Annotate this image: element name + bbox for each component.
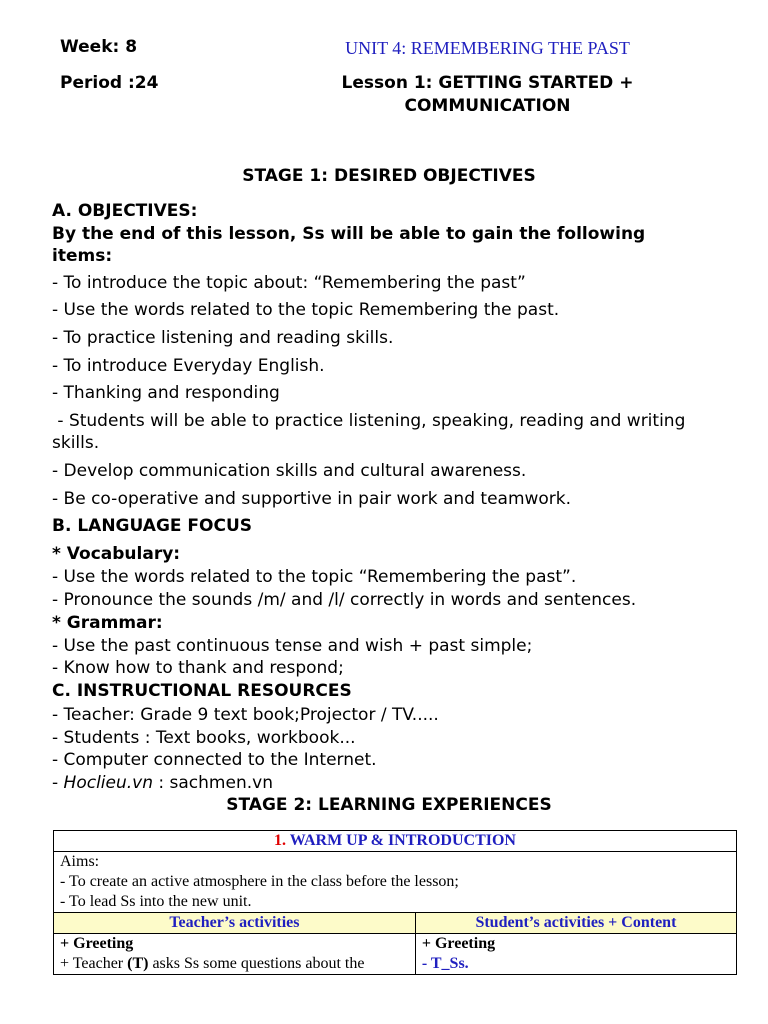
section-title: WARM UP & INTRODUCTION xyxy=(286,832,516,849)
objective-item: - To introduce the topic about: “Remembering the past” xyxy=(52,273,526,293)
week-label: Week: 8 xyxy=(60,37,138,57)
grammar-item: - Use the past continuous tense and wish + past simple; xyxy=(52,636,533,656)
objective-item: - Be co-operative and supportive in pair work and teamwork. xyxy=(52,489,572,509)
stage2-title: STAGE 2: LEARNING EXPERIENCES xyxy=(226,795,552,815)
student-activities-header: Student’s activities + Content xyxy=(415,913,736,934)
resource-suffix: : sachmen.vn xyxy=(153,773,273,793)
vocabulary-heading: * Vocabulary: xyxy=(52,544,181,564)
objectives-intro-line2: items: xyxy=(52,246,113,266)
resource-item: - Teacher: Grade 9 text book;Projector / TV..... xyxy=(52,705,439,725)
lesson-title-line1: Lesson 1: GETTING STARTED + xyxy=(341,73,634,93)
objective-item: - To introduce Everyday English. xyxy=(52,356,325,376)
objective-item: - Students will be able to practice listening, speaking, reading and writing xyxy=(52,411,686,431)
aim-item: - To lead Ss into the new unit. xyxy=(60,893,252,910)
objective-item: - Thanking and responding xyxy=(52,383,280,403)
unit-title: UNIT 4: REMEMBERING THE PAST xyxy=(345,38,630,58)
language-focus-heading: B. LANGUAGE FOCUS xyxy=(52,516,253,536)
student-activities-cell xyxy=(415,934,736,975)
resource-item: - Students : Text books, workbook... xyxy=(52,728,356,748)
aim-item: - To create an active atmosphere in the class before the lesson; xyxy=(60,873,459,890)
objective-item: - Use the words related to the topic Remembering the past. xyxy=(52,300,560,320)
aims-label: Aims: xyxy=(60,853,100,870)
teacher-greeting: + Greeting xyxy=(60,935,134,952)
grammar-heading: * Grammar: xyxy=(52,613,163,633)
stage1-title: STAGE 1: DESIRED OBJECTIVES xyxy=(242,166,536,186)
teacher-line2-pre: + Teacher xyxy=(60,955,128,972)
grammar-item: - Know how to thank and respond; xyxy=(52,658,344,678)
teacher-line2-post: asks Ss some questions about the xyxy=(148,955,365,972)
hoclieu-link-text: Hoclieu.vn xyxy=(63,773,153,793)
vocabulary-item: - Use the words related to the topic “Remembering the past”. xyxy=(52,567,577,587)
teacher-line2 xyxy=(60,954,409,974)
resource-item-hoclieu xyxy=(52,773,273,793)
objective-item: skills. xyxy=(52,433,100,453)
section-header xyxy=(54,831,737,852)
resources-heading: C. INSTRUCTIONAL RESOURCES xyxy=(52,681,352,701)
teacher-activities-cell xyxy=(54,934,416,975)
objective-item: - To practice listening and reading skills. xyxy=(52,328,394,348)
vocabulary-item: - Pronounce the sounds /m/ and /l/ correctly in words and sentences. xyxy=(52,590,637,610)
resource-prefix: - xyxy=(52,773,64,793)
lesson-table xyxy=(53,830,737,975)
period-label: Period :24 xyxy=(60,73,159,93)
teacher-abbrev: (T) xyxy=(127,955,149,972)
objectives-intro-line1: By the end of this lesson, Ss will be able to gain the following xyxy=(52,224,646,244)
teacher-activities-header: Teacher’s activities xyxy=(54,913,416,934)
student-greeting: + Greeting xyxy=(421,935,496,952)
resource-item: - Computer connected to the Internet. xyxy=(52,750,377,770)
student-line2: - T_Ss. xyxy=(421,955,469,972)
objectives-heading: A. OBJECTIVES: xyxy=(52,201,198,221)
lesson-title-line2: COMMUNICATION xyxy=(404,96,571,116)
objective-item: - Develop communication skills and cultural awareness. xyxy=(52,461,527,481)
section-number: 1. xyxy=(274,832,287,849)
aims-cell xyxy=(54,852,737,913)
